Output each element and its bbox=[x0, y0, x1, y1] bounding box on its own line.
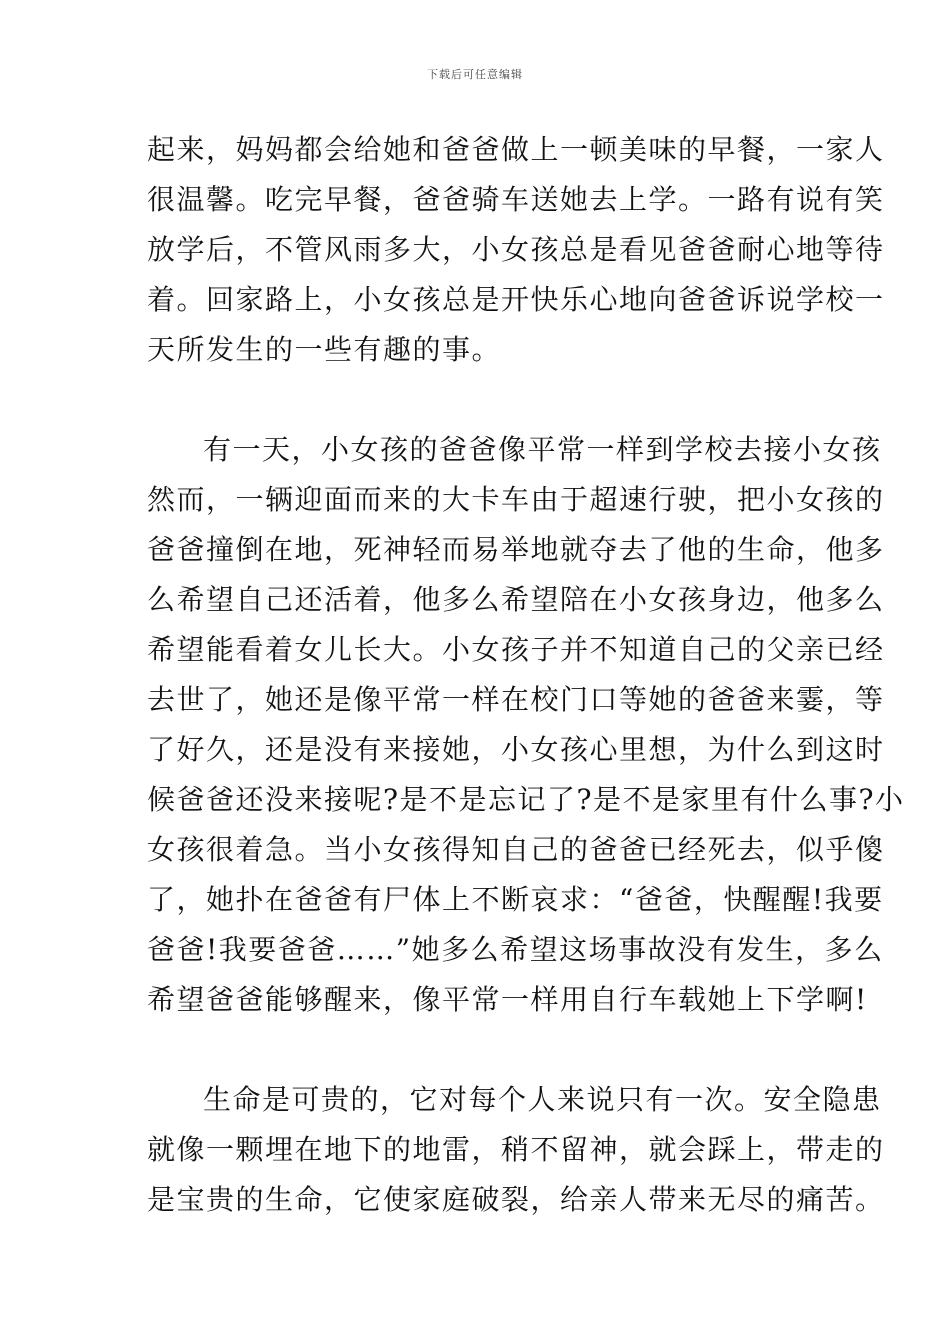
text-line: 生命是可贵的，它对每个人来说只有一次。安全隐患 bbox=[203, 1083, 882, 1116]
paragraph-gap bbox=[147, 375, 812, 425]
text-line: 天所发生的一些有趣的事。 bbox=[147, 333, 502, 366]
text-line: 爸爸撞倒在地，死神轻而易举地就夺去了他的生命，他多 bbox=[147, 533, 885, 566]
text-line: 有一天，小女孩的爸爸像平常一样到学校去接小女孩 bbox=[203, 433, 882, 466]
text-line: 然而，一辆迎面而来的大卡车由于超速行驶，把小女孩的 bbox=[147, 483, 885, 516]
text-line: 希望能看着女儿长大。小女孩子并不知道自己的父亲已经 bbox=[147, 633, 885, 666]
paragraph-2 bbox=[147, 425, 905, 1025]
text-line: 了好久，还是没有来接她，小女孩心里想，为什么到这时 bbox=[147, 733, 885, 766]
text-line: 放学后，不管风雨多大，小女孩总是看见爸爸耐心地等待 bbox=[147, 233, 885, 266]
document-body bbox=[147, 125, 905, 1225]
page-header: 下载后可任意编辑 bbox=[427, 68, 523, 81]
text-line: 起来，妈妈都会给她和爸爸做上一顿美味的早餐，一家人 bbox=[147, 133, 885, 166]
paragraph-1 bbox=[147, 125, 885, 375]
text-line: 去世了，她还是像平常一样在校门口等她的爸爸来霎，等 bbox=[147, 683, 885, 716]
text-line: 很温馨。吃完早餐，爸爸骑车送她去上学。一路有说有笑 bbox=[147, 183, 885, 216]
paragraph-gap bbox=[147, 1025, 812, 1075]
text-line: 着。回家路上，小女孩总是开快乐心地向爸爸诉说学校一 bbox=[147, 283, 885, 316]
text-line: 是宝贵的生命，它使家庭破裂，给亲人带来无尽的痛苦。 bbox=[147, 1183, 885, 1216]
text-line: 女孩很着急。当小女孩得知自己的爸爸已经死去，似乎傻 bbox=[147, 833, 885, 866]
text-line: 么希望自己还活着，他多么希望陪在小女孩身边，他多么 bbox=[147, 583, 885, 616]
text-line: 爸爸!我要爸爸……”她多么希望这场事故没有发生，多么 bbox=[147, 933, 884, 966]
text-line: 了，她扑在爸爸有尸体上不断哀求：“爸爸，快醒醒!我要 bbox=[147, 883, 884, 916]
text-line: 候爸爸还没来接呢?是不是忘记了?是不是家里有什么事?小 bbox=[147, 783, 905, 816]
text-line: 就像一颗埋在地下的地雷，稍不留神，就会踩上，带走的 bbox=[147, 1133, 885, 1166]
paragraph-3 bbox=[147, 1075, 885, 1225]
text-line: 希望爸爸能够醒来，像平常一样用自行车载她上下学啊! bbox=[147, 983, 868, 1016]
